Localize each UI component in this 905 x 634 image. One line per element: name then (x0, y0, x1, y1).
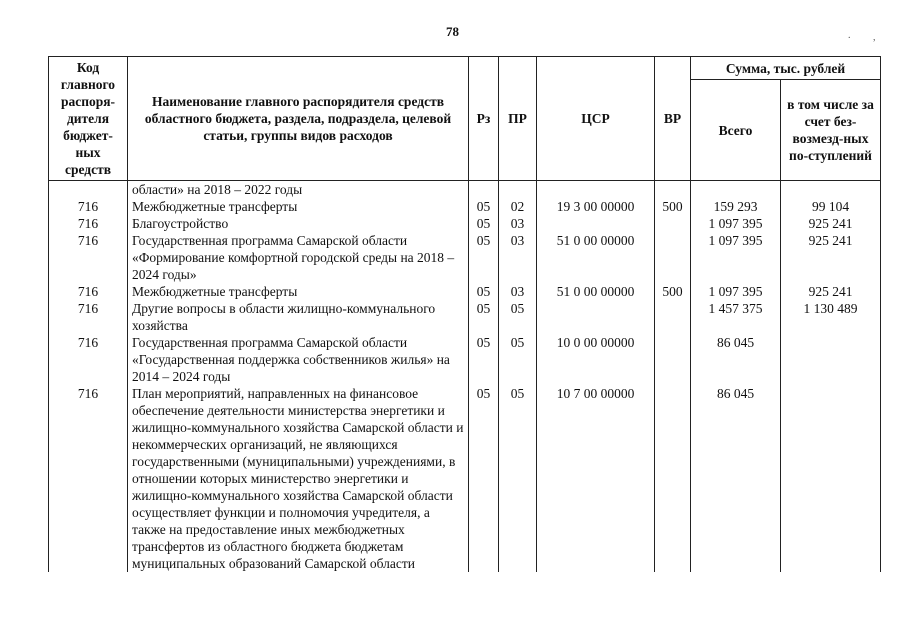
cell-code: 716 (49, 215, 128, 232)
header-name: Наименование главного распорядителя средств областного бюджета, раздела, подраздела, целевой статьи, группы видов расходов (128, 57, 469, 181)
header-csr: ЦСР (537, 57, 655, 181)
cell-vr: 500 (655, 198, 691, 215)
cell-total: 86 045 (691, 334, 781, 385)
cell-vr (655, 232, 691, 283)
header-sum-group: Сумма, тыс. рублей (691, 57, 881, 80)
cell-code: 716 (49, 198, 128, 215)
cell-name: Благоустройство (128, 215, 469, 232)
cell-csr (537, 300, 655, 334)
page-number: 78 (446, 24, 459, 39)
cell-name: Межбюджетные трансферты (128, 283, 469, 300)
cell-csr: 19 3 00 00000 (537, 198, 655, 215)
cell-code: 716 (49, 334, 128, 385)
cell-pr: 02 (499, 198, 537, 215)
cell-pr: 05 (499, 385, 537, 572)
table-row (49, 283, 881, 300)
cell-rz: 05 (469, 232, 499, 283)
header-rz: Рз (469, 57, 499, 181)
cell-total: 1 097 395 (691, 283, 781, 300)
cell-csr: 10 0 00 00000 (537, 334, 655, 385)
cell-csr (537, 215, 655, 232)
cell-vr (655, 385, 691, 572)
header-vr: ВР (655, 57, 691, 181)
cell-free (781, 385, 881, 572)
cell-pr: 03 (499, 232, 537, 283)
table-row (49, 334, 881, 385)
cell-rz: 05 (469, 300, 499, 334)
table-row (49, 300, 881, 334)
cell-free: 99 104 (781, 198, 881, 215)
cell-pr: 05 (499, 334, 537, 385)
budget-table (48, 56, 881, 572)
cell-code: 716 (49, 283, 128, 300)
cell-pr: 03 (499, 283, 537, 300)
cell-rz: 05 (469, 283, 499, 300)
cell-rz: 05 (469, 334, 499, 385)
table-row (49, 385, 881, 572)
table-row (49, 215, 881, 232)
header-code: Код главного распоря-дителя бюджет-ных средств (49, 57, 128, 181)
cell-name: Государственная программа Самарской области «Государственная поддержка собственников жилья» на 2014 – 2024 годы (128, 334, 469, 385)
cell-vr (655, 334, 691, 385)
cell-total: 86 045 (691, 385, 781, 572)
cell-free: 925 241 (781, 232, 881, 283)
table-row (49, 198, 881, 215)
cell-free (781, 334, 881, 385)
cell-pr: 05 (499, 300, 537, 334)
cell-vr (655, 215, 691, 232)
cell-total: 159 293 (691, 198, 781, 215)
cell-total: 1 457 375 (691, 300, 781, 334)
cell-csr: 10 7 00 00000 (537, 385, 655, 572)
cell-name: Межбюджетные трансферты (128, 198, 469, 215)
cell-csr: 51 0 00 00000 (537, 283, 655, 300)
cell-vr (655, 300, 691, 334)
cell-free: 1 130 489 (781, 300, 881, 334)
header-incl-free: в том числе за счет без-возмезд-ных по-ступлений (781, 80, 881, 181)
cell-name: План мероприятий, направленных на финансовое обеспечение деятельности министерства энергетики и жилищно-коммунального хозяйства Самарской области и некоммерческих организаций, не являющихся государственными (муниципальными) учреждениями, в отношении которых министерство энергетики и жилищно-коммунального хозяйства Самарской области осуществляет функции и полномочия учредителя, а также на предоставление иных межбюджетных трансфертов из областного бюджета бюджетам муниципальных образований Самарской области (128, 385, 469, 572)
scan-speck: . (848, 30, 851, 41)
cell-total: 1 097 395 (691, 232, 781, 283)
continuation-text: области» на 2018 – 2022 годы (128, 181, 469, 199)
continuation-row (49, 181, 881, 199)
scan-speck: , (873, 32, 876, 43)
cell-name: Государственная программа Самарской области «Формирование комфортной городской среды на 2018 – 2024 годы» (128, 232, 469, 283)
cell-total: 1 097 395 (691, 215, 781, 232)
cell-code: 716 (49, 300, 128, 334)
header-total: Всего (691, 80, 781, 181)
cell-rz: 05 (469, 215, 499, 232)
cell-pr: 03 (499, 215, 537, 232)
cell-free: 925 241 (781, 215, 881, 232)
cell-rz: 05 (469, 385, 499, 572)
cell-vr: 500 (655, 283, 691, 300)
cell-code: 716 (49, 385, 128, 572)
table-row (49, 232, 881, 283)
cell-name: Другие вопросы в области жилищно-коммунального хозяйства (128, 300, 469, 334)
cell-code: 716 (49, 232, 128, 283)
header-pr: ПР (499, 57, 537, 181)
cell-rz: 05 (469, 198, 499, 215)
cell-csr: 51 0 00 00000 (537, 232, 655, 283)
cell-free: 925 241 (781, 283, 881, 300)
